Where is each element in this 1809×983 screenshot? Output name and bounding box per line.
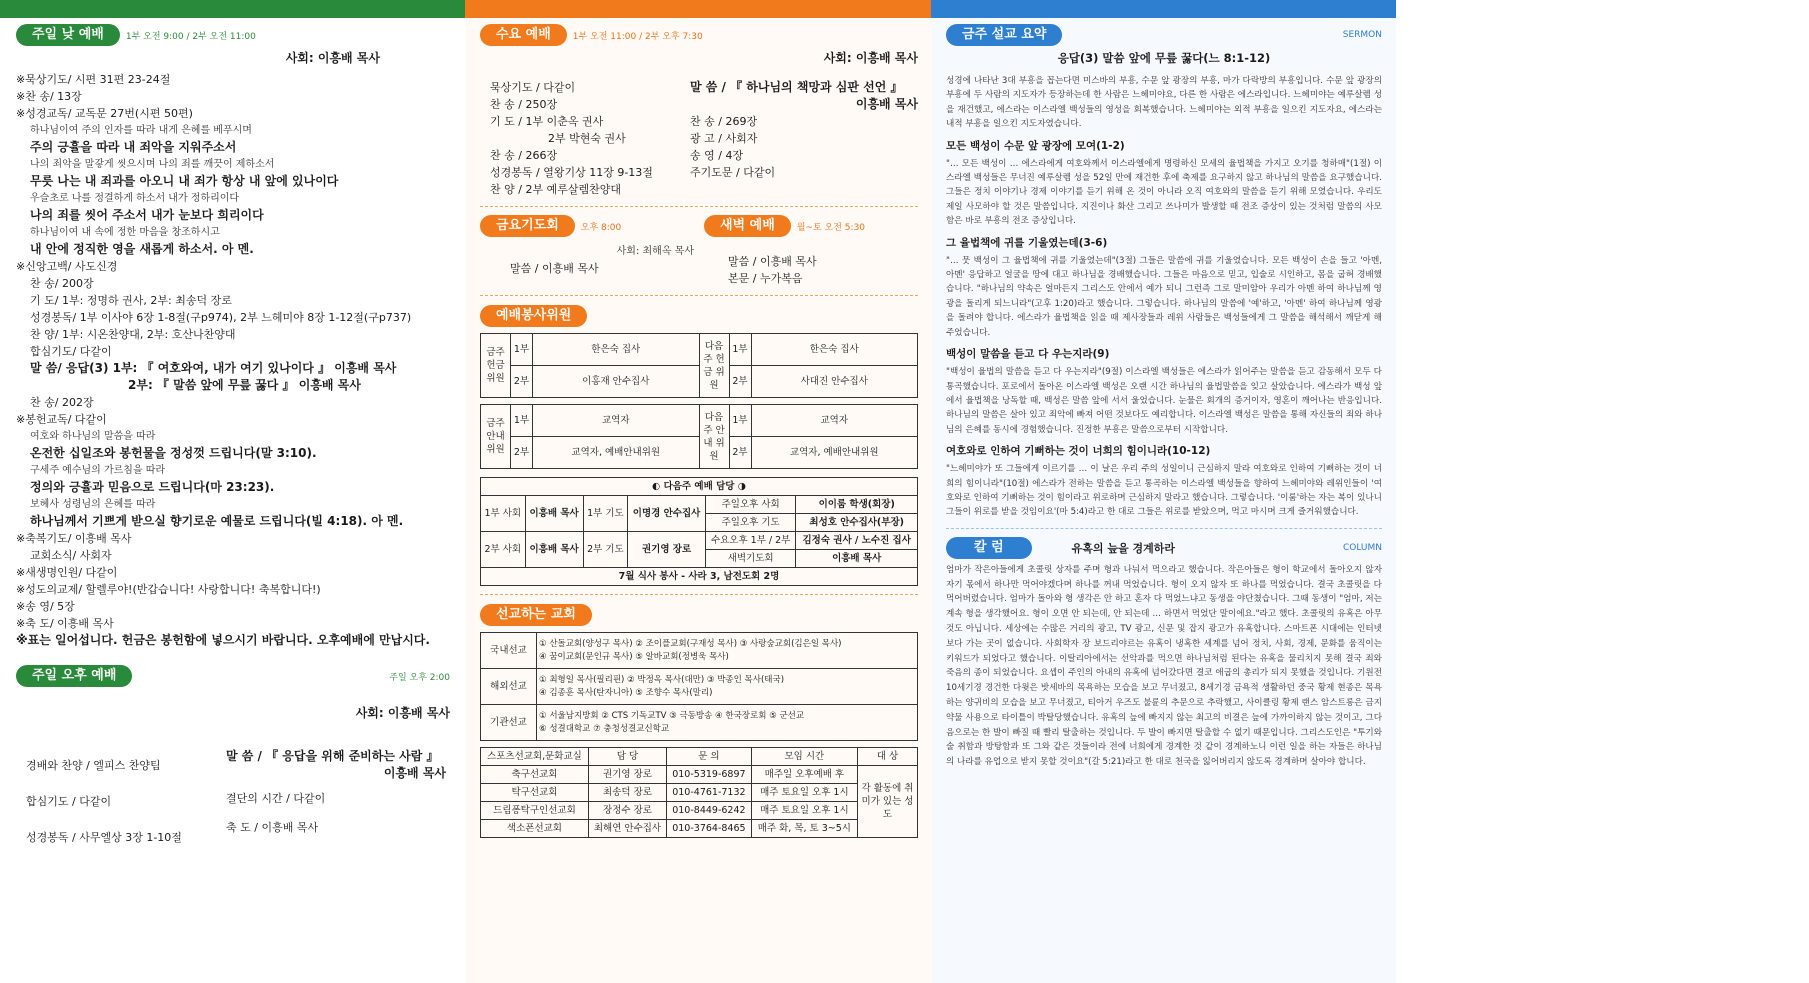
pm-preacher: 이흥배 목사 (383, 766, 446, 780)
sermon-header (946, 24, 1382, 46)
pm-item: 성경봉독 / 사무엘상 3장 1-10절 (26, 831, 182, 844)
sports-cell: 최송덕 장로 (588, 784, 666, 802)
wed-item: 주기도문 / 다같이 (690, 166, 776, 179)
fri-block (480, 215, 694, 287)
dawn-time: 월~토 오전 5:30 (796, 222, 866, 233)
vol-cell: 한은숙 집사 (751, 334, 918, 366)
wed-item: 광 고 / 사회자 (690, 132, 758, 145)
vol-cell: 교역자, 예배안내위원 (533, 437, 700, 469)
next-cell: 이명경 안수집사 (628, 496, 706, 532)
next-cell: 2부 사회 (481, 532, 526, 568)
sports-cell: 장정수 장로 (588, 802, 666, 820)
order-item: 기 도/ 1부: 정명하 권사, 2부: 최송덕 장로 (30, 294, 232, 307)
order-item: ※묵상기도/ 시편 31편 23-24절 (16, 73, 171, 86)
next-cell: 이흥배 목사 (525, 496, 583, 532)
wed-header (480, 24, 918, 46)
sermon-section-text: "느헤미야가 또 그들에게 이르기를 … 이 날은 우리 주의 성일이니 근심하지 말라 여호와로 인하여 기뻐하는 것이 너희의 힘이니라"(10절) 에스라가 전하는 말씀을 듣고 통곡하는 이스라엘 백성들을 향하여 느헤미야와 레위인들이 '여호와로 인하여 기뻐하는 것이 힘이라고 위로하며 근심하지 말라고 했습니다. 그렇습니다. '이룸'하는 자는 복이 있나니 그들이 위로를 받을 것임이요'(마 5:4)라고 한 대로 그들은 위로를 받았으며, 먹고 마시며 크게 즐거워했습니다. (946, 464, 1382, 518)
order-item: ※표는 일어섭니다. 헌금은 봉헌함에 넣으시기 바랍니다. 오후예배에 만납시다. (16, 633, 430, 647)
sports-head: 스포츠선교회,문화교실 (481, 748, 589, 766)
wed-item: 성경봉독 / 열왕기상 11장 9-13절 (490, 166, 653, 179)
wed-presider: 사회: 이흥배 목사 (823, 51, 918, 65)
sermon-heading: 응답(3) 말씀 앞에 무릎 꿇다(느 8:1-12) (1057, 51, 1271, 65)
pm-sermon: 말 씀 / 『 응답을 위해 준비하는 사람 』 (226, 749, 439, 763)
column-tag: COLUMN (1342, 542, 1382, 553)
sports-head: 모임 시간 (751, 748, 857, 766)
sports-head: 문 의 (667, 748, 752, 766)
vol-cell: 2부 (511, 437, 533, 469)
sports-table (480, 747, 918, 838)
vol-cell: 2부 (729, 437, 751, 469)
sermon-tag: SERMON (1342, 30, 1382, 40)
order-item: 2부: 『 말씀 앞에 무릎 꿇다 』 이흥배 목사 (128, 378, 361, 392)
vol-cell: 1부 (511, 405, 533, 437)
sunday-pm-presider: 사회: 이흥배 목사 (355, 706, 450, 720)
vol-cell: 2부 (511, 366, 533, 398)
order-item: 성경봉독/ 1부 이사야 6장 1-8절(구p974), 2부 느헤미야 8장 1-12절(구p737) (30, 311, 412, 324)
order-item: 하나님이여 내 속에 정한 마음을 창조하시고 (30, 227, 220, 238)
vol-cell: 한은숙 집사 (533, 334, 700, 366)
mission-line: ④ 김종훈 목사(탄자니아) ⑤ 조향수 목사(말리) (539, 687, 713, 698)
weekday-column (466, 18, 932, 983)
sermon-intro: 성경에 나타난 3대 부흥을 꼽는다면 미스바의 부흥, 수문 앞 광장의 부흥, 마가 다락방의 부흥입니다. 수문 앞 광장의 부흥에 두 사람의 지도자가 등장하는데 한 사람은 느헤미야요, 다른 한 사람은 에스라입니다. 느헤미야는 예루살렘 성을 재건했고, 에스라는 이스라엘 백성들의 영성을 회복했습니다. 느헤미야는 외적 부흥을 일으킨 지도자요, 에스라는 내적 부흥을 일으킨 지도자였습니다. (946, 76, 1382, 130)
mission-line: ⑥ 성결대학교 ⑦ 충청성결교신학교 (539, 723, 670, 734)
next-cell: 최성호 안수집사(부장) (796, 514, 918, 532)
order-item: 찬 송/ 202장 (30, 396, 94, 409)
fri-presider: 사회: 최해옥 목사 (616, 246, 694, 257)
sunday-pm-order (16, 748, 450, 856)
next-cell: 주일오후 사회 (705, 496, 795, 514)
sports-cell: 색소폰선교회 (481, 820, 589, 838)
sports-cell: 권기영 장로 (588, 766, 666, 784)
sports-cell: 010-5319-6897 (667, 766, 752, 784)
stripe-orange (465, 0, 930, 18)
column-text: 엄마가 작은아들에게 초콜릿 상자를 주며 형과 나눠서 먹으라고 했습니다. 작은아들은 형이 학교에서 돌아오지 않자 자기 몫에서 하나만 먹어야겠다며 하나를 꺼내 먹었습니다. 형이 오지 않자 또 하나를 먹었습니다. 결국 초콜릿을 다 먹어버렸습니다. 엄마가 돌아와 형 생각은 안 하고 혼자 다 먹었느냐고 동생을 야단쳤습니다. 그때 동생이 "엄마, 저는 계속 형을 생각했어요. 형이 오면 안 되는데, 안 되는데 … 하면서 먹었단 말이에요."라고 했다. 초콜릿의 유혹은 아무것도 아닙니다. 세상에는 수많은 거리의 광고, TV 광고, 신문 및 잡지 광고가 유혹합니다. 스마트폰 시대에는 인터넷보다 가는 곳이 없습니다. 사회학자 장 보드리야르는 유혹이 냉혹한 세계를 넘어 정치, 사회, 경제, 문화를 움직이는 키워드가 되었다고 했습니다. 이탈리아에서는 선악과를 먹으면 하나님처럼 된다는 유혹을 물리치지 못해 결국 죄와 죽음의 종이 되었습니다. 요셉이 주인의 아내의 유혹에 넘어갔다면 결코 애굽의 총리가 되지 못했을 것입니다. 기원전 10세기경 경건한 다윗은 밧세바의 목욕하는 모습을 보고 무너졌고, 8세기경 금욕적 생활하던 중국 황제 현종은 목욕하는 양귀비의 모습을 보고 무너졌고, 티아거 우즈도 불륜의 추문으로 추락했고, 사이클링 황제 랜스 암스트롱은 금지약물 사용으로 타이틀이 박탈당했습니다. 유혹의 늪에 빠지지 않는 최고의 비결은 늪에 가까이하지 않는 것이고, 그다음으로는 한 발이 빠질 때 빨리 탈출하는 것입니다. 두 발이 빠지면 탈출할 수 없기 때문입니다. 그리스도인은 "투기와 술 취함과 방탕함과 또 그와 같은 것들이라 전에 너희에게 경계한 것 같이 경계하노니 이런 일을 하는 자들은 하나님의 나라를 유업으로 받지 못할 것이요"(갈 5:21)라고 한 대로 천국을 잃어버리지 않도록 경계하며 살아야 합니다. (946, 564, 1382, 768)
mission-line: ① 산돌교회(양성구 목사) ② 조이플교회(구재성 목사) ③ 사랑숲교회(김은일 목사) (539, 638, 842, 649)
order-item: ※찬 송/ 13장 (16, 90, 82, 103)
vol-cell: 1부 (729, 405, 751, 437)
sports-head: 대 상 (858, 748, 918, 766)
order-item: 온전한 십일조와 봉헌물을 정성껏 드립니다(말 3:10). (30, 446, 317, 460)
order-item: 합심기도/ 다같이 (30, 345, 112, 358)
order-item: 정의와 긍휼과 믿음으로 드립니다(마 23:23). (30, 480, 275, 494)
sermon-section-text: "… 모든 백성이 … 에스라에게 여호와께서 이스라엘에게 명령하신 모세의 율법책을 가지고 오기를 청하매"(1절) 이스라엘 백성들은 무너진 예루살렘 성을 52일 만에 재건한 후에 축제를 요구하지 않고 하나님의 말씀을 요구했습니다. 그들은 정치 이야기나 경제 이야기를 듣기 위해 온 것이 아니라 오직 여호와의 말씀을 듣기 위해 모였습니다. 우리도 제일 사모하야 할 것은 말씀입니다. 지진이나 화산 그리고 쓰나미가 발생할 때 전조 증상이 있는 것처럼 말씀의 사모함은 바로 부흥의 전조 증상입니다. (946, 158, 1382, 227)
wed-item: 찬 송 / 266장 (490, 149, 558, 162)
sports-cell: 드림퐁탁구인선교회 (481, 802, 589, 820)
order-item: ※성도의교제/ 할렐루야!(반갑습니다! 사랑합니다! 축복합니다!) (16, 583, 321, 596)
wed-item: 송 영 / 4장 (690, 149, 744, 162)
order-item: 말 씀/ 응답(3) 1부: 『 여호와여, 내가 여기 있나이다 』 이흥배 목사 (30, 361, 397, 375)
next-cell: 이흥배 목사 (796, 550, 918, 568)
vol-cell: 교역자 (533, 405, 700, 437)
vol-table (480, 333, 918, 398)
next-cell: 이흥배 목사 (525, 532, 583, 568)
dawn-text: 본문 / 누가복음 (728, 272, 803, 285)
sports-cell: 최해연 안수집사 (588, 820, 666, 838)
next-cell: 김정숙 권사 / 노수진 집사 (796, 532, 918, 550)
mission-line: ④ 꿈이교회(문인규 목사) ⑤ 알바교회(정병욱 목사) (539, 651, 729, 662)
pm-item: 결단의 시간 / 다같이 (226, 792, 326, 805)
sunday-service-header (16, 24, 450, 46)
mission-line: ① 서울남지방회 ② CTS 기독교TV ③ 극동방송 ④ 한국장로회 ⑤ 군선교 (539, 710, 805, 721)
vol-cell: 이홍재 안수집사 (533, 366, 700, 398)
vol-cell: 2부 (729, 366, 751, 398)
guide-table (480, 404, 918, 469)
sports-head: 담 당 (588, 748, 666, 766)
wed-time: 1부 오전 11:00 / 2부 오후 7:30 (572, 31, 703, 42)
fri-dawn-row (480, 215, 918, 287)
wed-item: 묵상기도 / 다같이 (490, 81, 576, 94)
wed-item: 찬 송 / 269장 (690, 115, 758, 128)
pm-item: 축 도 / 이흥배 목사 (226, 821, 319, 834)
divider (946, 528, 1382, 529)
next-cell: 수요오후 1부 / 2부 (705, 532, 795, 550)
order-item: 우슬초로 나를 정결하게 하소서 내가 정하리이다 (30, 193, 240, 204)
divider (480, 295, 918, 296)
order-item: 여호와 하나님의 말씀을 따라 (30, 431, 156, 442)
mission-table (480, 632, 918, 741)
sunday-order-list (16, 71, 450, 649)
wed-preacher: 이흥배 목사 (855, 97, 918, 111)
pm-item: 경배와 찬양 / 엘피스 찬양팀 (26, 759, 161, 772)
mission-cell: 해외선교 (481, 669, 537, 705)
sunday-presider: 사회: 이흥배 목사 (285, 51, 380, 65)
vol-cell: 사대진 안수집사 (751, 366, 918, 398)
vol-cell: 금주 안내 위원 (481, 405, 511, 469)
order-item: 하나님이여 주의 인자를 따라 내게 은혜를 베푸시며 (30, 125, 252, 136)
sports-cell: 010-8449-6242 (667, 802, 752, 820)
vol-cell: 1부 (511, 334, 533, 366)
sports-target: 각 활동에 취미가 있는 성도 (858, 766, 918, 838)
next-cell: 1부 사회 (481, 496, 526, 532)
sunday-pm-time: 주일 오후 2:00 (389, 672, 450, 683)
sunday-service-column (0, 18, 466, 983)
vol-cell: 교역자 (751, 405, 918, 437)
next-cell: 이이룸 학생(회장) (796, 496, 918, 514)
sports-cell: 매주일 오후예배 후 (751, 766, 857, 784)
sports-cell: 010-4761-7132 (667, 784, 752, 802)
order-item: ※봉헌교독/ 다같이 (16, 413, 107, 426)
sermon-title: 금주 설교 요약 (946, 24, 1062, 46)
order-item: 찬 양/ 1부: 시온찬양대, 2부: 호산나찬양대 (30, 328, 236, 341)
sunday-pm-header (16, 665, 450, 687)
next-cell: 주일오후 기도 (705, 514, 795, 532)
wed-item: 찬 송 / 250장 (490, 98, 558, 111)
sunday-service-title: 주일 낮 예배 (16, 24, 120, 46)
column-title: 칼 럼 (946, 537, 1032, 559)
wed-item: 찬 양 / 2부 예루살렘찬양대 (490, 183, 621, 196)
fri-title: 금요기도회 (480, 215, 575, 237)
next-week-table (480, 477, 918, 586)
wed-title: 수요 예배 (480, 24, 567, 46)
sermon-section-text: "… 뭇 백성이 그 율법책에 귀를 기울였는데"(3절) 그들은 말씀에 귀를 기울였습니다. 모든 백성이 손을 들고 '아멘, 아멘' 응답하고 얼굴을 땅에 대고 하나님을 경배했습니다. 그들은 마음으로 믿고, 입술로 시인하고, 몸을 굽혀 경배했습니다. "하나님의 약속은 얼마든지 그리스도 안에서 예가 되니 그런즉 그로 말미암아 우리가 아멘 하여 하나님께 영광을 돌리게 되느니라"(고후 1:20)라고 했습니다. 그렇습니다. 하나님의 말씀에 '예'하고, '아멘' 하여 하나님께 영광을 돌려야 합니다. 에스라가 율법책을 읽을 때 제사장들과 레위 사람들은 백성들에게 그 말씀을 해석해서 깨닫게 해 주었습니다. (946, 255, 1382, 338)
vol-cell: 다음주 헌금 위원 (699, 334, 729, 398)
dawn-title: 새벽 예배 (704, 215, 791, 237)
fri-time: 오후 8:00 (580, 222, 622, 233)
sermon-column (932, 18, 1396, 983)
order-item: ※성경교독/ 교독문 27번(시편 50편) (16, 107, 193, 120)
fri-msg: 말씀 / 이흥배 목사 (510, 262, 599, 275)
order-item: ※신앙고백/ 사도신경 (16, 260, 118, 273)
order-item: ※축 도/ 이흥배 목사 (16, 617, 114, 630)
sermon-section-heading: 여호와로 인하여 기뻐하는 것이 너희의 힘이니라(10-12) (946, 445, 1211, 458)
mission-title: 선교하는 교회 (480, 604, 592, 626)
sermon-section-heading: 그 율법책에 귀를 기울였는데(3-6) (946, 236, 1108, 249)
wed-item: 2부 박현숙 권사 (548, 132, 626, 145)
dawn-block (704, 215, 918, 287)
next-foot: 7월 식사 봉사 - 사라 3, 남전도회 2명 (481, 568, 918, 586)
order-item: 찬 송/ 200장 (30, 277, 94, 290)
divider (480, 594, 918, 595)
sermon-section-text: "백성이 율법의 말씀을 듣고 다 우는지라"(9절) 이스라엘 백성들은 에스라가 읽어주는 말씀을 듣고 감동해서 모두 다 통곡했습니다. 포로에서 돌아온 이스라엘 백성은 오랜 시간 하나님의 율법말씀을 잊고 살았습니다. 에스라가 백성 앞에서 율법책을 낭독할 때, 백성은 말씀 앞에 서서 울었습니다. 눈물은 회개의 증거이자, 영혼이 깨어나는 반응입니다. 하나님의 말씀은 살아 있고 죄악에 빠져 어떤 것보다도 예리합니다. 이스라엘 백성은 말씀을 통해 자신들의 죄와 하나님의 은혜를 동시에 경험했습니다. 진정한 부흥은 말씀으로부터 시작합니다. (946, 367, 1382, 435)
wed-order (480, 79, 918, 198)
order-item: 내 안에 정직한 영을 새롭게 하소서. 아 멘. (30, 242, 254, 256)
sports-cell: 매주 토요일 오후 1시 (751, 802, 857, 820)
mission-cell: 국내선교 (481, 633, 537, 669)
vol-cell: 금주 헌금 위원 (481, 334, 511, 398)
next-cell: 1부 기도 (583, 496, 628, 532)
sermon-summary (946, 50, 1382, 520)
order-item: 보혜사 성령님의 은혜를 따라 (30, 499, 156, 510)
next-cell: 2부 기도 (583, 532, 628, 568)
order-item: ※축복기도/ 이흥배 목사 (16, 532, 132, 545)
dawn-msg: 말씀 / 이흥배 목사 (728, 255, 817, 268)
next-cell: 권기영 장로 (628, 532, 706, 568)
sports-cell: 매주 화, 목, 토 3~5시 (751, 820, 857, 838)
sports-cell: 축구선교회 (481, 766, 589, 784)
wed-item: 기 도 / 1부 이춘옥 권사 (490, 115, 604, 128)
order-item: 하나님께서 기쁘게 받으실 향기로운 예물로 드립니다(빌 4:18). 아 멘. (30, 514, 404, 528)
sunday-service-time: 1부 오전 9:00 / 2부 오전 11:00 (125, 31, 256, 42)
sunday-pm-title: 주일 오후 예배 (16, 665, 132, 687)
mission-cell: 기관선교 (481, 705, 537, 741)
vol-cell: 다음주 안내 위원 (699, 405, 729, 469)
next-title: ◐ 다음주 예배 담당 ◑ (481, 478, 918, 496)
vol-cell: 1부 (729, 334, 751, 366)
order-item: 무릇 나는 내 죄과를 아오니 내 죄가 항상 내 앞에 있나이다 (30, 174, 339, 188)
top-stripe (0, 0, 1396, 18)
mission-line: ① 최형일 목사(필리핀) ② 박정옥 목사(대만) ③ 박종인 목사(태국) (539, 674, 785, 685)
stripe-green (0, 0, 465, 18)
pm-item: 합심기도 / 다같이 (26, 795, 112, 808)
order-item: ※송 영/ 5장 (16, 600, 75, 613)
sports-cell: 매주 토요일 오후 1시 (751, 784, 857, 802)
next-cell: 새벽기도회 (705, 550, 795, 568)
sermon-section-heading: 모든 백성이 수문 앞 광장에 모여(1-2) (946, 139, 1125, 152)
sports-cell: 탁구선교회 (481, 784, 589, 802)
order-item: 나의 죄악을 말갛게 씻으시며 나의 죄를 깨끗이 제하소서 (30, 159, 275, 170)
order-item: 교회소식/ 사회자 (30, 549, 112, 562)
divider (480, 206, 918, 207)
vol-cell: 교역자, 예배안내위원 (751, 437, 918, 469)
stripe-blue (931, 0, 1396, 18)
column-header (946, 537, 1382, 559)
order-item: 나의 죄를 씻어 주소서 내가 눈보다 희리이다 (30, 208, 264, 222)
order-item: 주의 긍휼을 따라 내 죄악을 지워주소서 (30, 140, 237, 154)
sports-cell: 010-3764-8465 (667, 820, 752, 838)
order-item: ※새생명인원/ 다같이 (16, 566, 118, 579)
vol-title: 예배봉사위원 (480, 305, 587, 327)
column-heading: 유혹의 늪을 경계하라 (1071, 541, 1175, 555)
sermon-section-heading: 백성이 말씀을 듣고 다 우는지라(9) (946, 348, 1110, 361)
wed-sermon: 말 씀 / 『 하나님의 책망과 심판 선언 』 (690, 80, 903, 94)
order-item: 구세주 예수님의 가르침을 따라 (30, 465, 166, 476)
